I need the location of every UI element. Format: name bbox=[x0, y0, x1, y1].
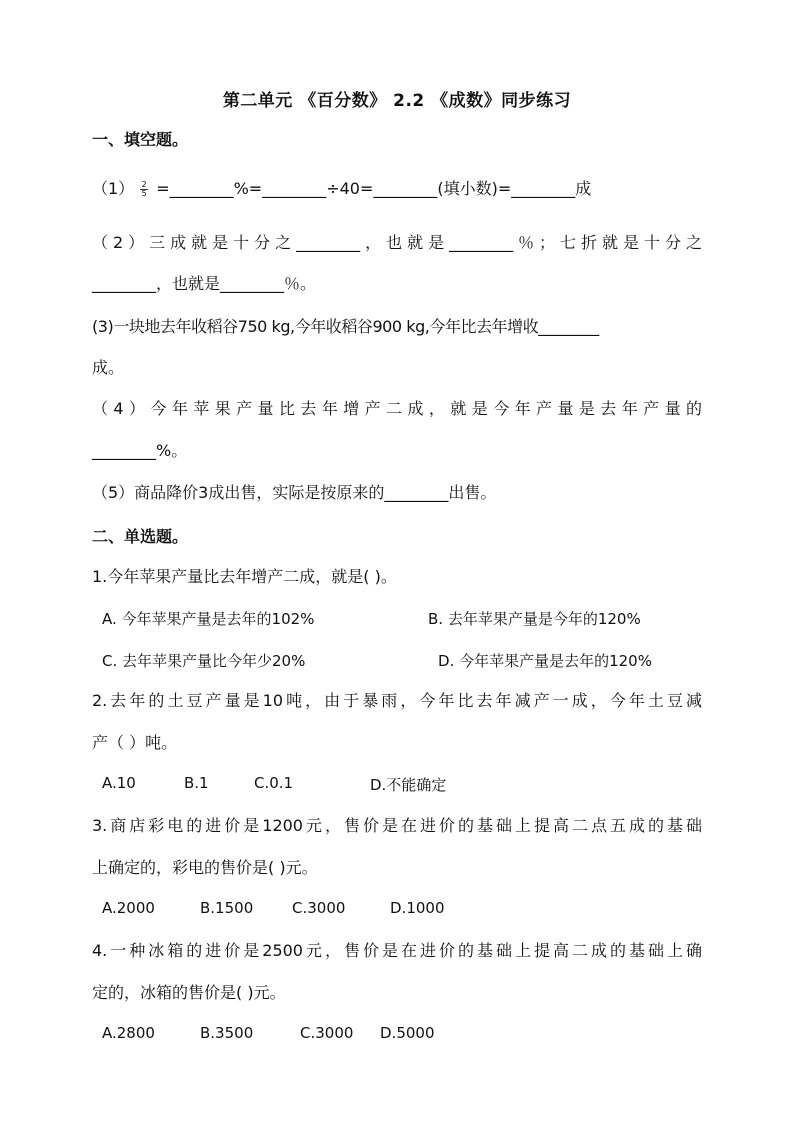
choice-q4-option-b[interactable]: B.3500 bbox=[200, 1024, 254, 1042]
choice-q1-stem: 1.今年苹果产量比去年增产二成，就是( )。 bbox=[92, 567, 397, 586]
fill-q2-line2: ________，也就是________％。 bbox=[92, 274, 317, 293]
fraction-denominator: 5 bbox=[141, 189, 147, 198]
fill-q1 bbox=[92, 178, 702, 200]
choice-q4-option-d[interactable]: D.5000 bbox=[380, 1024, 435, 1042]
choice-q4-line1: 4.一种冰箱的进价是2500元，售价是在进价的基础上提高二成的基础上确 bbox=[92, 941, 702, 960]
choice-q3-option-a[interactable]: A.2000 bbox=[102, 899, 155, 917]
page-title: 第二单元 《百分数》 2.2 《成数》同步练习 bbox=[222, 91, 572, 111]
choice-q1-option-c[interactable]: C. 去年苹果产量比今年少20% bbox=[102, 652, 306, 670]
choice-q2-option-c[interactable]: C.0.1 bbox=[254, 774, 294, 792]
choice-q1-option-b[interactable]: B. 去年苹果产量是今年的120% bbox=[428, 610, 641, 628]
choice-q2-option-a[interactable]: A.10 bbox=[102, 774, 136, 792]
fill-q1-prefix: （1） bbox=[92, 179, 135, 198]
choice-q2-line1: 2.去年的土豆产量是10吨，由于暴雨，今年比去年减产一成，今年土豆减 bbox=[92, 691, 702, 710]
choice-q4-line2: 定的，冰箱的售价是( )元。 bbox=[92, 983, 286, 1002]
fill-q4-line2: ________%。 bbox=[92, 441, 188, 460]
choice-q3-option-b[interactable]: B.1500 bbox=[200, 899, 254, 917]
choice-q2-line2: 产（ ）吨。 bbox=[92, 733, 178, 752]
fill-q5: （5）商品降价3成出售，实际是按原来的________出售。 bbox=[92, 483, 497, 502]
choice-q1-option-a[interactable]: A. 今年苹果产量是去年的102% bbox=[102, 610, 315, 628]
choice-q3-line1: 3.商店彩电的进价是1200元，售价是在进价的基础上提高二点五成的基础 bbox=[92, 816, 702, 835]
choice-q4-option-a[interactable]: A.2800 bbox=[102, 1024, 155, 1042]
choice-q2-option-d[interactable]: D.不能确定 bbox=[370, 776, 447, 794]
choice-q3-option-c[interactable]: C.3000 bbox=[292, 899, 346, 917]
choice-q3-option-d[interactable]: D.1000 bbox=[390, 899, 445, 917]
choice-q1-option-d[interactable]: D. 今年苹果产量是去年的120% bbox=[438, 652, 652, 670]
fill-q2-line1: （2）三成就是十分之________，也就是________％；七折就是十分之 bbox=[92, 233, 702, 252]
fill-q3-line1: (3)一块地去年收稻谷750 kg,今年收稻谷900 kg,今年比去年增收________ bbox=[92, 317, 599, 336]
section-fill-heading: 一、填空题。 bbox=[92, 130, 189, 149]
fraction-numerator: 2 bbox=[141, 180, 147, 189]
section-choice-heading: 二、单选题。 bbox=[92, 527, 189, 546]
choice-q4-option-c[interactable]: C.3000 bbox=[300, 1024, 354, 1042]
fill-q4-line1: （4）今年苹果产量比去年增产二成，就是今年产量是去年产量的 bbox=[92, 399, 702, 418]
fill-q3-line2: 成。 bbox=[92, 358, 125, 377]
fill-q1-rest: =________%=________÷40=________(填小数)=________成 bbox=[156, 179, 592, 198]
fraction-two-fifths bbox=[140, 181, 148, 198]
choice-q3-line2: 上确定的，彩电的售价是( )元。 bbox=[92, 858, 318, 877]
choice-q2-option-b[interactable]: B.1 bbox=[184, 774, 209, 792]
